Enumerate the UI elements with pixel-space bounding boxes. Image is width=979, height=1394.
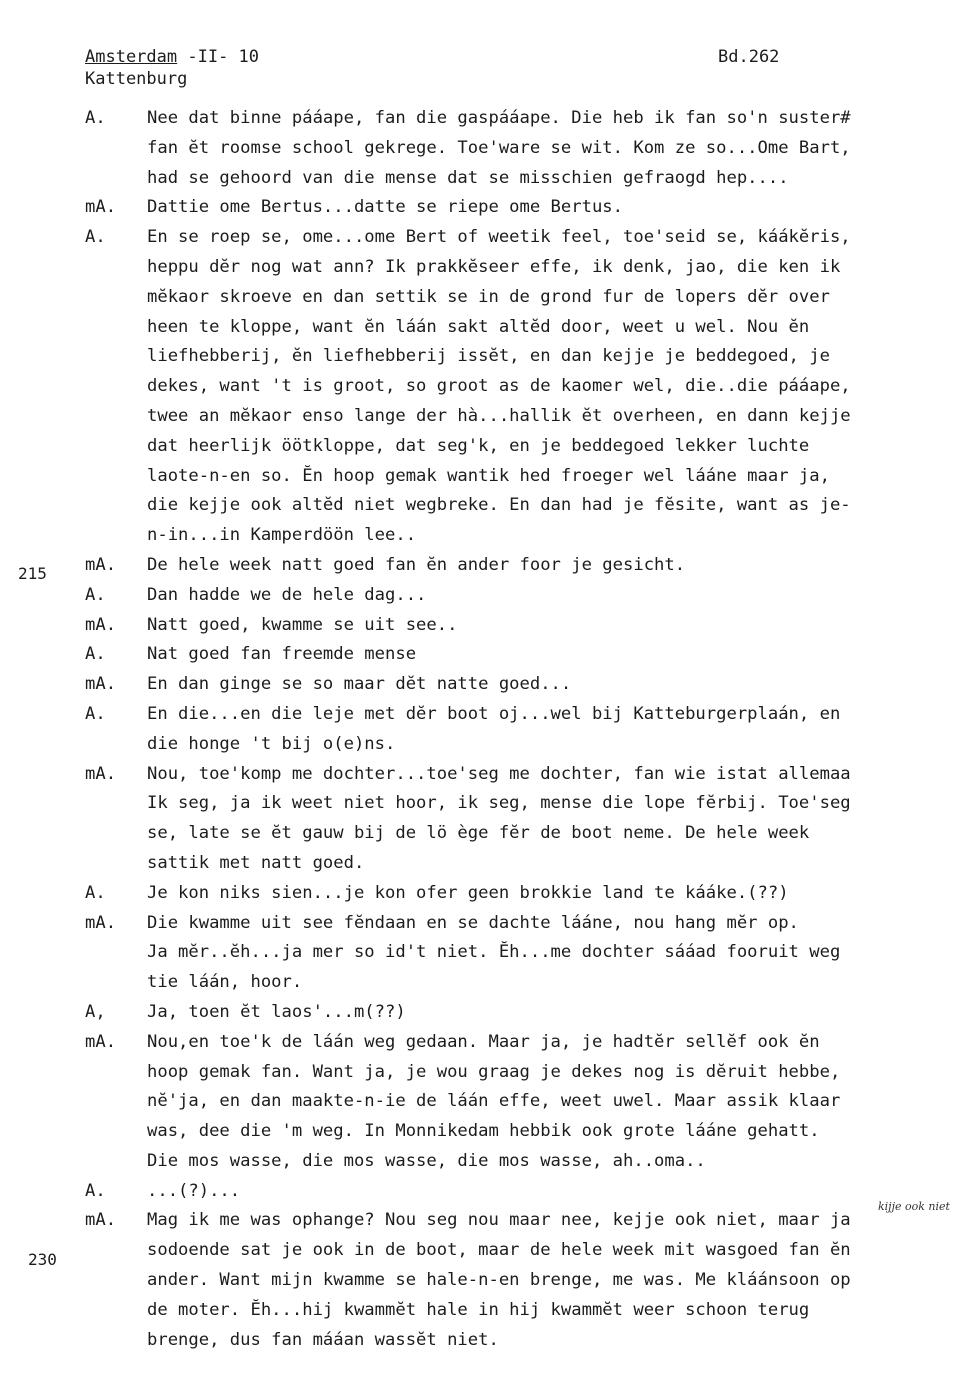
margin-line-number: 230 [28,1250,57,1269]
utterance-line: Dan hadde we de hele dag... [147,584,427,605]
margin-line-number: 215 [18,564,47,583]
speaker-turn [85,581,979,611]
utterance-line: Je kon niks sien...je kon ofer geen brokkie land te kááke.(??) [147,882,789,903]
speaker-turn [85,1028,979,1177]
utterance-line: Nou, toe'komp me dochter...toe'seg me dochter, fan wie istat allemaa [147,763,851,784]
utterance [147,700,979,760]
speaker-label: A, [85,1001,106,1022]
speaker-label: mA. [85,614,117,635]
speaker-turn [85,1177,979,1207]
speaker-label: A. [85,703,106,724]
speaker-turn [85,551,979,581]
utterance-line: liefhebberij, ĕn liefhebberij issĕt, en dan kejje je beddegoed, je [147,346,830,367]
speaker-turn [85,700,979,760]
utterance-line: brenge, dus fan mááan wassĕt niet. [147,1329,499,1350]
speaker-label: mA. [85,1210,117,1231]
transcript-body [85,104,979,1355]
utterance-line: En die...en die leje met dĕr boot oj...wel bij Katteburgerplaán, en [147,703,841,724]
utterance-line: hoop gemak fan. Want ja, je wou graag je dekes nog is dĕruit hebbe, [147,1061,841,1082]
utterance-line: heppu dĕr nog wat ann? Ik prakkĕseer effe, ik denk, jao, die ken ik [147,256,841,277]
utterance-line: Ja, toen ĕt laos'...m(??) [147,1001,406,1022]
utterance-line: die kejje ook altĕd niet wegbreke. En dan had je fĕsite, want as je- [147,495,851,516]
utterance [147,670,979,700]
utterance-line: ander. Want mijn kwamme se hale-n-en brenge, me was. Me kláánsoon op [147,1270,851,1291]
utterance-line: heen te kloppe, want ĕn láán sakt altĕd door, weet u wel. Nou ĕn [147,316,810,337]
utterance [147,760,979,879]
speaker-label: A. [85,644,106,665]
utterance-line: twee an mĕkaor enso lange der hà...hallik ĕt overheen, en dann kejje [147,405,851,426]
speaker-turn [85,193,979,223]
speaker-turn [85,760,979,879]
volume-number: Bd.262 [718,47,780,67]
speaker-label: mA. [85,674,117,695]
speaker-turn [85,104,979,193]
utterance-line: mĕkaor skroeve en dan settik se in de grond fur de lopers dĕr over [147,286,830,307]
utterance-line: sodoende sat je ook in de boot, maar de hele week mit wasgoed fan ĕn [147,1240,851,1261]
utterance-line: En dan ginge se so maar dĕt natte goed... [147,674,572,695]
utterance-line: sattik met natt goed. [147,852,365,873]
handwritten-annotation: kijje ook niet [878,1200,950,1213]
utterance-line: ...(?)... [147,1180,241,1201]
speaker-turn [85,998,979,1028]
utterance [147,879,979,909]
utterance [147,998,979,1028]
utterance-line: Ik seg, ja ik weet niet hoor, ik seg, mense die lope fĕrbij. Toe'seg [147,793,851,814]
utterance-line: Die kwamme uit see fĕndaan en se dachte lááne, nou hang mĕr op. [147,912,799,933]
speaker-label: A. [85,108,106,128]
utterance-line: Natt goed, kwamme se uit see.. [147,614,458,635]
utterance-line: had se gehoord van die mense dat se misschien gefraogd hep.... [147,167,789,188]
utterance-line: de moter. Ĕh...hij kwammĕt hale in hij kwammĕt weer schoon terug [147,1299,810,1320]
utterance [147,1028,979,1177]
utterance [147,581,979,611]
speaker-label: A. [85,1180,106,1201]
utterance [147,909,979,998]
speaker-label: mA. [85,197,117,218]
utterance [147,223,979,551]
utterance [147,104,979,193]
utterance [147,551,979,581]
utterance-line: Dattie ome Bertus...datte se riepe ome Bertus. [147,197,623,218]
speaker-label: mA. [85,763,117,784]
speaker-turn [85,223,979,551]
document-header [85,46,259,90]
utterance-line: tie láán, hoor. [147,972,303,993]
utterance-line: dat heerlijk öötkloppe, dat seg'k, en je beddegoed lekker luchte [147,435,810,456]
speaker-turn [85,1206,979,1355]
speaker-turn [85,611,979,641]
speaker-turn [85,670,979,700]
utterance-line: was, dee die 'm weg. In Monnikedam hebbik ook grote lááne gehatt. [147,1121,820,1142]
utterance-line: Nat goed fan freemde mense [147,644,417,665]
speaker-turn [85,879,979,909]
utterance-line: fan ĕt roomse school gekrege. Toe'ware se wit. Kom ze so...Ome Bart, [147,137,851,158]
utterance-line: n-in...in Kamperdöön lee.. [147,525,417,546]
utterance-line: laote-n-en so. Ĕn hoop gemak wantik hed froeger wel lááne maar ja, [147,465,830,486]
utterance [147,193,979,223]
speaker-label: mA. [85,1031,117,1052]
speaker-label: mA. [85,912,117,933]
speaker-label: A. [85,882,106,903]
utterance-line: Ja mĕr..ĕh...ja mer so id't niet. Ĕh...me dochter sááad fooruit weg [147,942,841,963]
utterance-line: se, late se ĕt gauw bij de lö ège fĕr de boot neme. De hele week [147,823,810,844]
utterance [147,1177,979,1207]
utterance-line: Die mos wasse, die mos wasse, die mos wasse, ah..oma.. [147,1150,706,1171]
utterance [147,1206,979,1355]
utterance-line: Mag ik me was ophange? Nou seg nou maar nee, kejje ook niet, maar ja [147,1210,851,1231]
utterance-line: dekes, want 't is groot, so groot as de kaomer wel, die..die pááape, [147,376,851,397]
location-name: Amsterdam [85,47,178,67]
utterance-line: Nou,en toe'k de láán weg gedaan. Maar ja, je hadtĕr sellĕf ook ĕn [147,1031,820,1052]
speaker-turn [85,640,979,670]
district-name: Kattenburg [85,69,188,89]
utterance-line: De hele week natt goed fan ĕn ander foor je gesicht. [147,554,686,575]
speaker-label: A. [85,584,106,605]
utterance [147,640,979,670]
speaker-label: mA. [85,554,117,575]
speaker-turn [85,909,979,998]
header-line-1 [85,46,259,68]
utterance-line: nĕ'ja, en dan maakte-n-ie de láán effe, weet uwel. Maar assik klaar [147,1091,841,1112]
utterance [147,611,979,641]
utterance-line: Nee dat binne pááape, fan die gaspááape. Die heb ik fan so'n suster# [147,108,851,128]
speaker-label: A. [85,227,106,248]
document-code: -II- 10 [187,47,260,67]
utterance-line: die honge 't bij o(e)ns. [147,733,396,754]
utterance-line: En se roep se, ome...ome Bert of weetik feel, toe'seid se, káákĕris, [147,227,851,248]
